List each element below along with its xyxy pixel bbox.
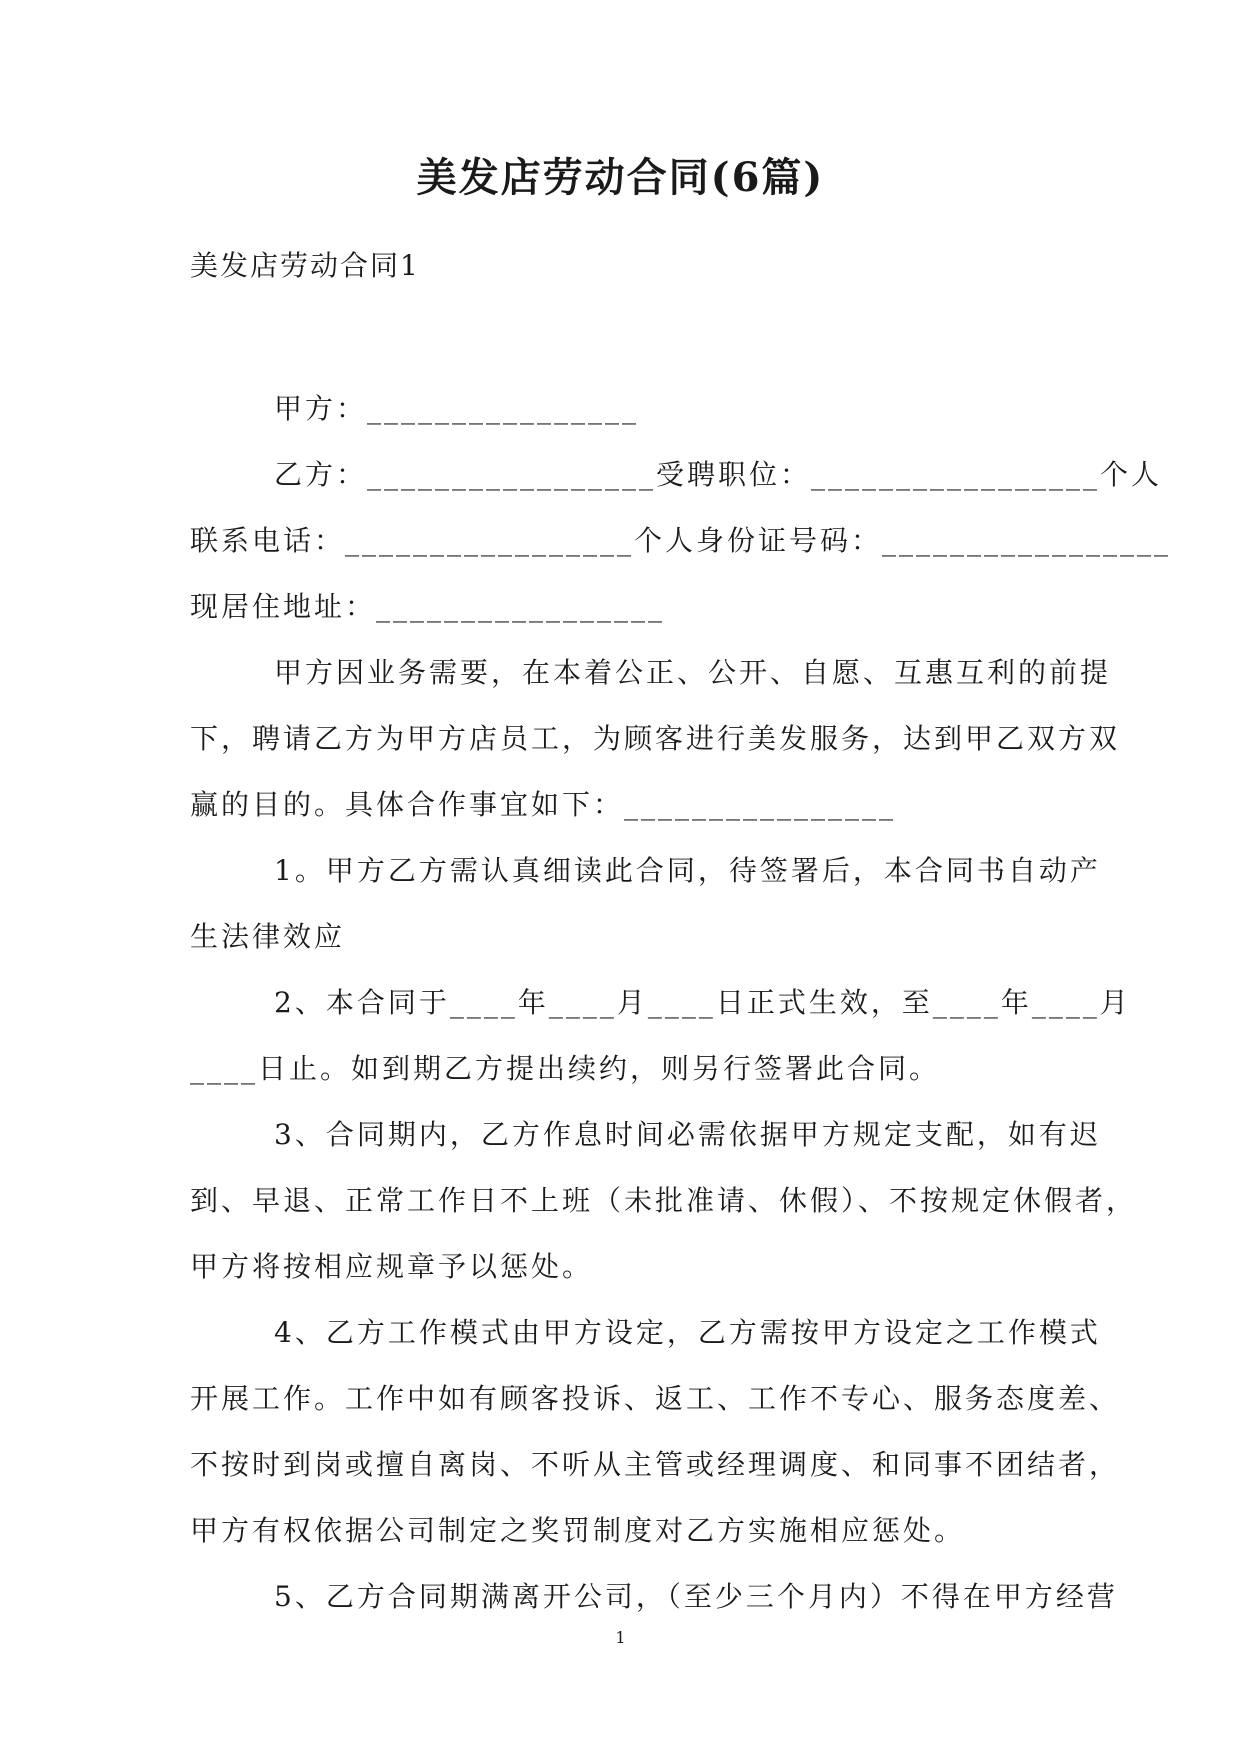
page-number: 1 — [615, 1628, 626, 1647]
body-line: 甲方：________________ — [274, 392, 640, 425]
document-subtitle: 美发店劳动合同1 — [190, 249, 420, 282]
body-line: 甲方有权依据公司制定之奖罚制度对乙方实施相应惩处。 — [190, 1514, 966, 1547]
body-line: 2、本合同于____年____月____日正式生效，至____年____月 — [274, 986, 1131, 1019]
body-line: 联系电话：_________________个人身份证号码：_________________ — [190, 524, 1172, 557]
body-line: 乙方：_________________受聘职位：_________________个人 — [274, 458, 1163, 491]
body-line: 1。甲方乙方需认真细读此合同，待签署后，本合同书自动产 — [274, 854, 1101, 887]
body-line: 开展工作。工作中如有顾客投诉、返工、工作不专心、服务态度差、 — [190, 1382, 1121, 1415]
body-line: 到、早退、正常工作日不上班（未批准请、休假）、不按规定休假者， — [190, 1184, 1138, 1217]
body-line: 5、乙方合同期满离开公司，（至少三个月内）不得在甲方经营 — [274, 1580, 1118, 1613]
body-line: ____日止。如到期乙方提出续约，则另行签署此合同。 — [190, 1052, 941, 1085]
document-title: 美发店劳动合同(6篇) — [416, 154, 825, 201]
body-line: 4、乙方工作模式由甲方设定，乙方需按甲方设定之工作模式 — [274, 1316, 1101, 1349]
body-line: 3、合同期内，乙方作息时间必需依据甲方规定支配，如有迟 — [274, 1118, 1101, 1151]
body-line: 生法律效应 — [190, 920, 346, 953]
body-line: 甲方将按相应规章予以惩处。 — [190, 1250, 594, 1283]
body-line: 甲方因业务需要，在本着公正、公开、自愿、互惠互利的前提 — [274, 656, 1112, 689]
document-body — [190, 376, 1172, 1630]
body-line: 赢的目的。具体合作事宜如下：________________ — [190, 788, 897, 821]
body-line: 现居住地址：_________________ — [190, 590, 666, 623]
body-line: 不按时到岗或擅自离岗、不听从主管或经理调度、和同事不团结者， — [190, 1448, 1121, 1481]
body-line: 下，聘请乙方为甲方店员工，为顾客进行美发服务，达到甲乙双方双 — [190, 722, 1121, 755]
